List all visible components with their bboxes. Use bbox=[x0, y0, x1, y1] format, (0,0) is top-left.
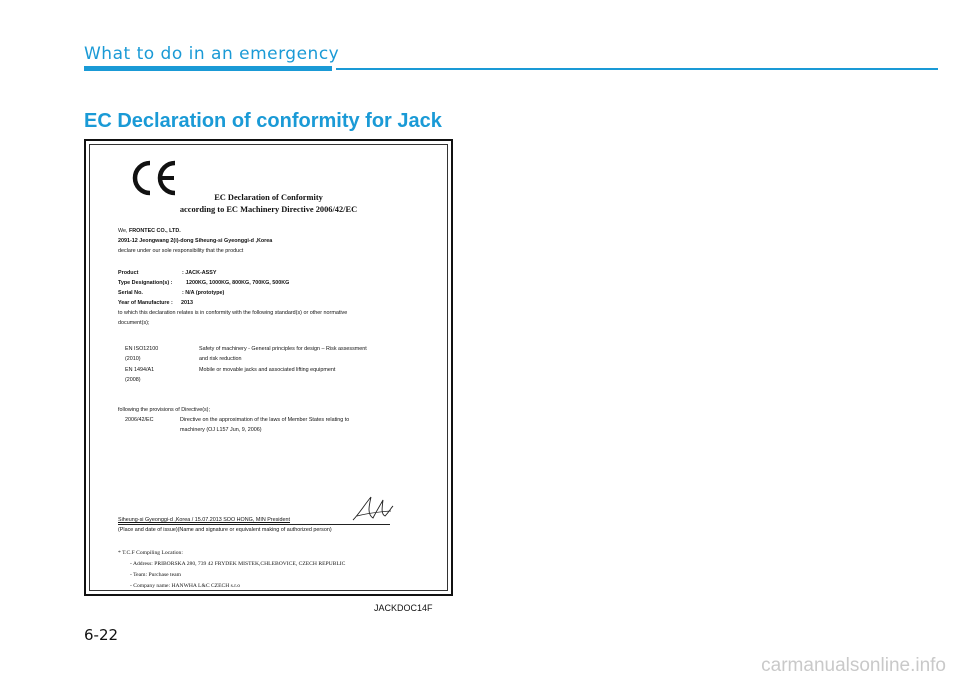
signature-caption: (Place and date of issue)(Name and signature or equivalent making of authorized person) bbox=[118, 527, 332, 533]
section-rule-thin bbox=[336, 68, 938, 70]
ce-mark-icon bbox=[130, 160, 182, 196]
company-address: 2091-12 Jeongwang 2(i)-dong Siheung-si Gyeonggi-d ,Korea bbox=[118, 238, 273, 244]
type-value: 1200KG, 1000KG, 800KG, 700KG, 500KG bbox=[186, 280, 290, 286]
year-label: Year of Manufacture : bbox=[118, 300, 173, 306]
declare-text: declare under our sole responsibility that the product bbox=[118, 248, 244, 254]
standard-desc-cont: and risk reduction bbox=[199, 356, 242, 362]
conformity-line2: document(s); bbox=[118, 320, 150, 326]
certificate-frame bbox=[89, 144, 448, 591]
company-name: FRONTEC CO., LTD. bbox=[129, 228, 181, 234]
serial-value: : N/A (prototype) bbox=[182, 290, 225, 296]
directive-desc-cont: machinery (OJ L157 Jun, 9, 2006) bbox=[180, 427, 262, 433]
certificate-title bbox=[90, 192, 447, 216]
directive-desc: Directive on the approximation of the laws of Member States relating to bbox=[180, 417, 350, 423]
signature-line: Siheung-si Gyeonggi-d ,Korea / 15.07.2013 SOO HONG, MIN President bbox=[118, 517, 290, 523]
conformity-line1: to which this declaration relates is in conformity with the following standard(s) or other normative bbox=[118, 310, 348, 316]
standard-code: EN ISO12100 bbox=[125, 346, 159, 352]
standard-code: EN 1494/A1 bbox=[125, 367, 155, 373]
product-label: Product bbox=[118, 270, 139, 276]
standard-desc: Mobile or movable jacks and associated lifting equipment bbox=[199, 367, 336, 373]
directive-code: 2006/42/EC bbox=[125, 417, 154, 423]
we-prefix: We, bbox=[118, 228, 128, 234]
section-title: What to do in an emergency bbox=[84, 44, 340, 64]
certificate-title-line2: according to EC Machinery Directive 2006/42/EC bbox=[179, 205, 358, 214]
tcf-title: * T.C.F Compiling Location: bbox=[118, 550, 183, 556]
certificate-image bbox=[84, 139, 453, 596]
tcf-company: - Company name: HANWHA L&C CZECH s.r.o bbox=[130, 583, 241, 589]
page-heading: EC Declaration of conformity for Jack bbox=[84, 110, 442, 132]
tcf-team: - Team: Purchase team bbox=[130, 572, 181, 578]
provisions-label: following the provisions of Directive(s); bbox=[118, 407, 210, 413]
signature-rule bbox=[118, 524, 390, 525]
product-value: : JACK-ASSY bbox=[182, 270, 217, 276]
watermark: carmanualsonline.info bbox=[761, 655, 946, 676]
signature-icon bbox=[349, 494, 395, 524]
page-number: 6-22 bbox=[84, 626, 119, 644]
section-rule-thick bbox=[84, 66, 332, 71]
tcf-address: - Address: PRIBORSKA 280, 739 42 FRYDEK MISTEK,CHLEBOVICE, CZECH REPUBLIC bbox=[130, 561, 346, 567]
serial-label: Serial No. bbox=[118, 290, 143, 296]
standard-year: (2010) bbox=[125, 356, 141, 362]
we-line bbox=[118, 228, 181, 235]
year-value: 2013 bbox=[181, 300, 193, 306]
standard-desc: Safety of machinery - General principles for design – Risk assessment bbox=[199, 346, 367, 352]
type-label: Type Designation(s) : bbox=[118, 280, 173, 286]
figure-code: JACKDOC14F bbox=[374, 603, 433, 613]
standard-year: (2008) bbox=[125, 377, 141, 383]
certificate-title-line1: EC Declaration of Conformity bbox=[214, 193, 323, 202]
